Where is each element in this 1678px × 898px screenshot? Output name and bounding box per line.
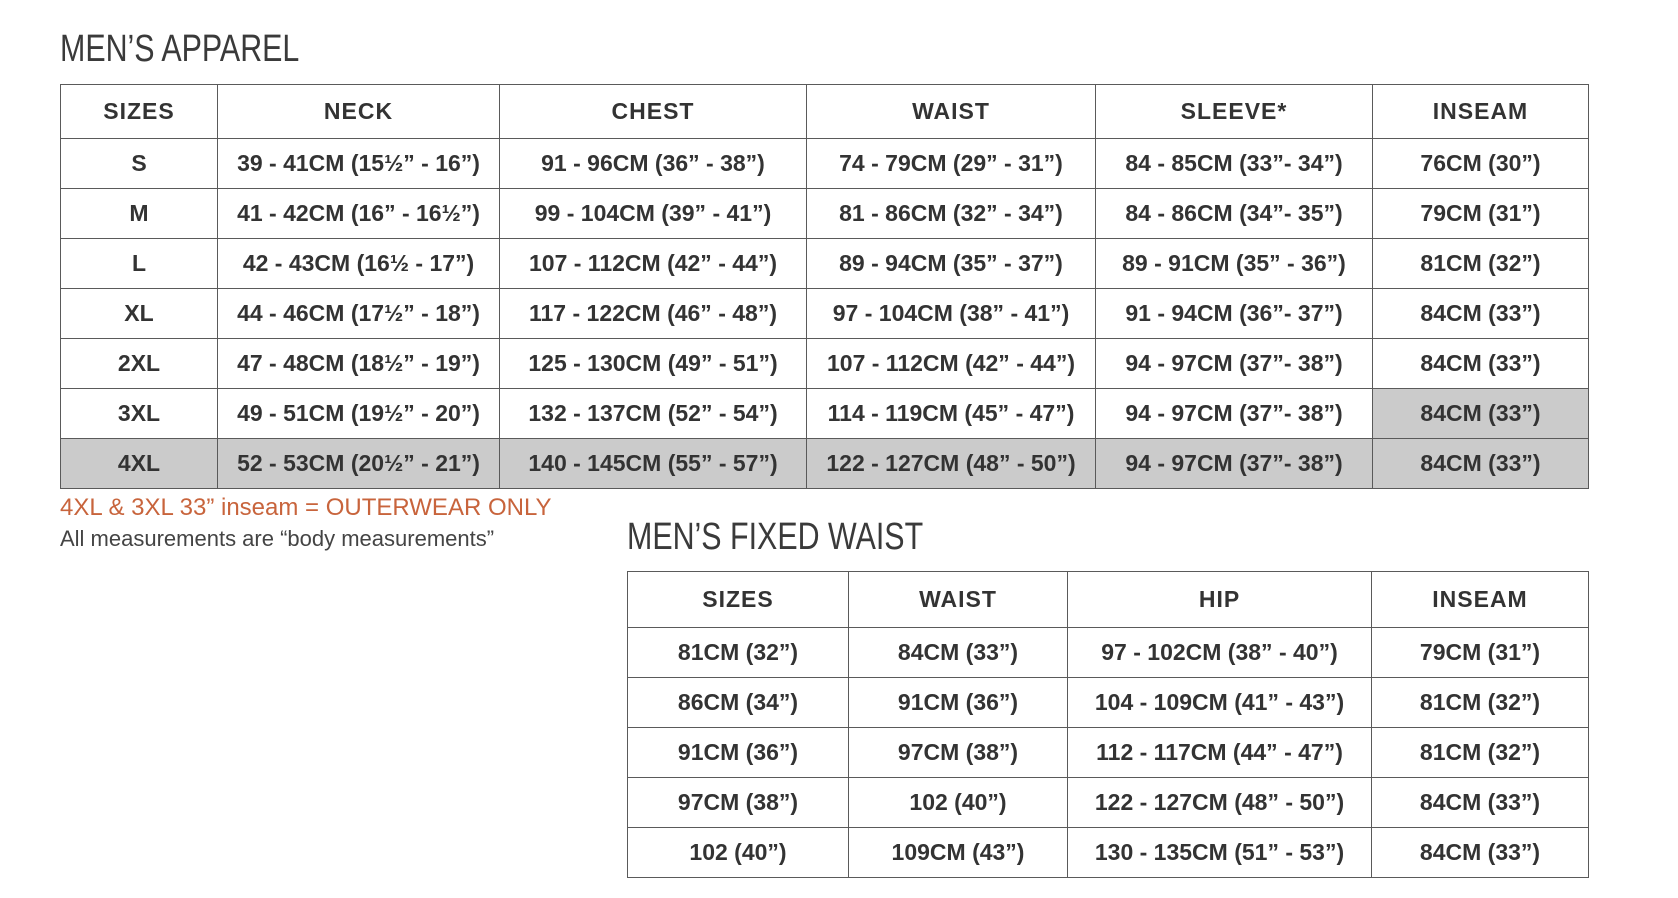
header-sizes: SIZES [61, 85, 218, 139]
mens-fixed-waist-title: MEN’S FIXED WAIST [627, 516, 924, 558]
mens-apparel-title: MEN’S APPAREL [60, 28, 300, 70]
inseam-cell: 79CM (31”) [1373, 189, 1589, 239]
waist-cell: 114 - 119CM (45” - 47”) [807, 389, 1096, 439]
size-cell: L [61, 239, 218, 289]
chest-cell: 140 - 145CM (55” - 57”) [500, 439, 807, 489]
inseam-cell-outerwear: 84CM (33”) [1373, 439, 1589, 489]
waist-cell: 102 (40”) [849, 778, 1068, 828]
sleeve-cell: 94 - 97CM (37”- 38”) [1096, 339, 1373, 389]
table-row [61, 239, 1589, 289]
hip-cell: 130 - 135CM (51” - 53”) [1068, 828, 1372, 878]
hip-cell: 104 - 109CM (41” - 43”) [1068, 678, 1372, 728]
waist-cell: 97 - 104CM (38” - 41”) [807, 289, 1096, 339]
waist-cell: 89 - 94CM (35” - 37”) [807, 239, 1096, 289]
size-cell: 2XL [61, 339, 218, 389]
size-cell: 102 (40”) [628, 828, 849, 878]
inseam-cell: 84CM (33”) [1372, 778, 1589, 828]
size-cell: S [61, 139, 218, 189]
size-cell: 81CM (32”) [628, 628, 849, 678]
hip-cell: 97 - 102CM (38” - 40”) [1068, 628, 1372, 678]
header-sleeve: SLEEVE* [1096, 85, 1373, 139]
size-cell: 86CM (34”) [628, 678, 849, 728]
table-header-row [61, 85, 1589, 139]
chest-cell: 91 - 96CM (36” - 38”) [500, 139, 807, 189]
sleeve-cell: 89 - 91CM (35” - 36”) [1096, 239, 1373, 289]
size-cell: 97CM (38”) [628, 778, 849, 828]
chest-cell: 99 - 104CM (39” - 41”) [500, 189, 807, 239]
inseam-cell: 84CM (33”) [1373, 289, 1589, 339]
header-inseam: INSEAM [1372, 572, 1589, 628]
size-cell: 91CM (36”) [628, 728, 849, 778]
table-row [628, 728, 1589, 778]
size-cell: 4XL [61, 439, 218, 489]
sleeve-cell: 94 - 97CM (37”- 38”) [1096, 439, 1373, 489]
header-hip: HIP [1068, 572, 1372, 628]
inseam-cell: 84CM (33”) [1373, 339, 1589, 389]
table-row-outerwear [61, 439, 1589, 489]
inseam-cell: 84CM (33”) [1372, 828, 1589, 878]
table-row [628, 828, 1589, 878]
hip-cell: 122 - 127CM (48” - 50”) [1068, 778, 1372, 828]
mens-fixed-waist-table [627, 571, 1589, 878]
sleeve-cell: 91 - 94CM (36”- 37”) [1096, 289, 1373, 339]
mens-apparel-size-table [60, 84, 1589, 489]
neck-cell: 41 - 42CM (16” - 16½”) [218, 189, 500, 239]
table-row [628, 628, 1589, 678]
waist-cell: 91CM (36”) [849, 678, 1068, 728]
chest-cell: 107 - 112CM (42” - 44”) [500, 239, 807, 289]
table-row [61, 339, 1589, 389]
header-chest: CHEST [500, 85, 807, 139]
sleeve-cell: 84 - 85CM (33”- 34”) [1096, 139, 1373, 189]
waist-cell: 107 - 112CM (42” - 44”) [807, 339, 1096, 389]
size-cell: M [61, 189, 218, 239]
waist-cell: 81 - 86CM (32” - 34”) [807, 189, 1096, 239]
sleeve-cell: 84 - 86CM (34”- 35”) [1096, 189, 1373, 239]
sleeve-cell: 94 - 97CM (37”- 38”) [1096, 389, 1373, 439]
waist-cell: 84CM (33”) [849, 628, 1068, 678]
outerwear-note: 4XL & 3XL 33” inseam = OUTERWEAR ONLY [60, 494, 552, 521]
inseam-cell: 76CM (30”) [1373, 139, 1589, 189]
neck-cell: 49 - 51CM (19½” - 20”) [218, 389, 500, 439]
waist-cell: 122 - 127CM (48” - 50”) [807, 439, 1096, 489]
inseam-cell-outerwear: 84CM (33”) [1373, 389, 1589, 439]
header-waist: WAIST [807, 85, 1096, 139]
inseam-cell: 81CM (32”) [1372, 728, 1589, 778]
header-neck: NECK [218, 85, 500, 139]
header-waist: WAIST [849, 572, 1068, 628]
table-row [628, 678, 1589, 728]
size-cell: XL [61, 289, 218, 339]
neck-cell: 39 - 41CM (15½” - 16”) [218, 139, 500, 189]
header-inseam: INSEAM [1373, 85, 1589, 139]
table-header-row [628, 572, 1589, 628]
neck-cell: 42 - 43CM (16½ - 17”) [218, 239, 500, 289]
chest-cell: 125 - 130CM (49” - 51”) [500, 339, 807, 389]
body-measurements-note: All measurements are “body measurements” [60, 526, 495, 551]
neck-cell: 52 - 53CM (20½” - 21”) [218, 439, 500, 489]
table-row [61, 139, 1589, 189]
hip-cell: 112 - 117CM (44” - 47”) [1068, 728, 1372, 778]
waist-cell: 109CM (43”) [849, 828, 1068, 878]
chest-cell: 132 - 137CM (52” - 54”) [500, 389, 807, 439]
neck-cell: 44 - 46CM (17½” - 18”) [218, 289, 500, 339]
table-row [61, 289, 1589, 339]
size-cell: 3XL [61, 389, 218, 439]
chest-cell: 117 - 122CM (46” - 48”) [500, 289, 807, 339]
table-row [61, 189, 1589, 239]
inseam-cell: 79CM (31”) [1372, 628, 1589, 678]
waist-cell: 97CM (38”) [849, 728, 1068, 778]
inseam-cell: 81CM (32”) [1372, 678, 1589, 728]
neck-cell: 47 - 48CM (18½” - 19”) [218, 339, 500, 389]
header-sizes: SIZES [628, 572, 849, 628]
table-row [628, 778, 1589, 828]
inseam-cell: 81CM (32”) [1373, 239, 1589, 289]
table-row [61, 389, 1589, 439]
waist-cell: 74 - 79CM (29” - 31”) [807, 139, 1096, 189]
